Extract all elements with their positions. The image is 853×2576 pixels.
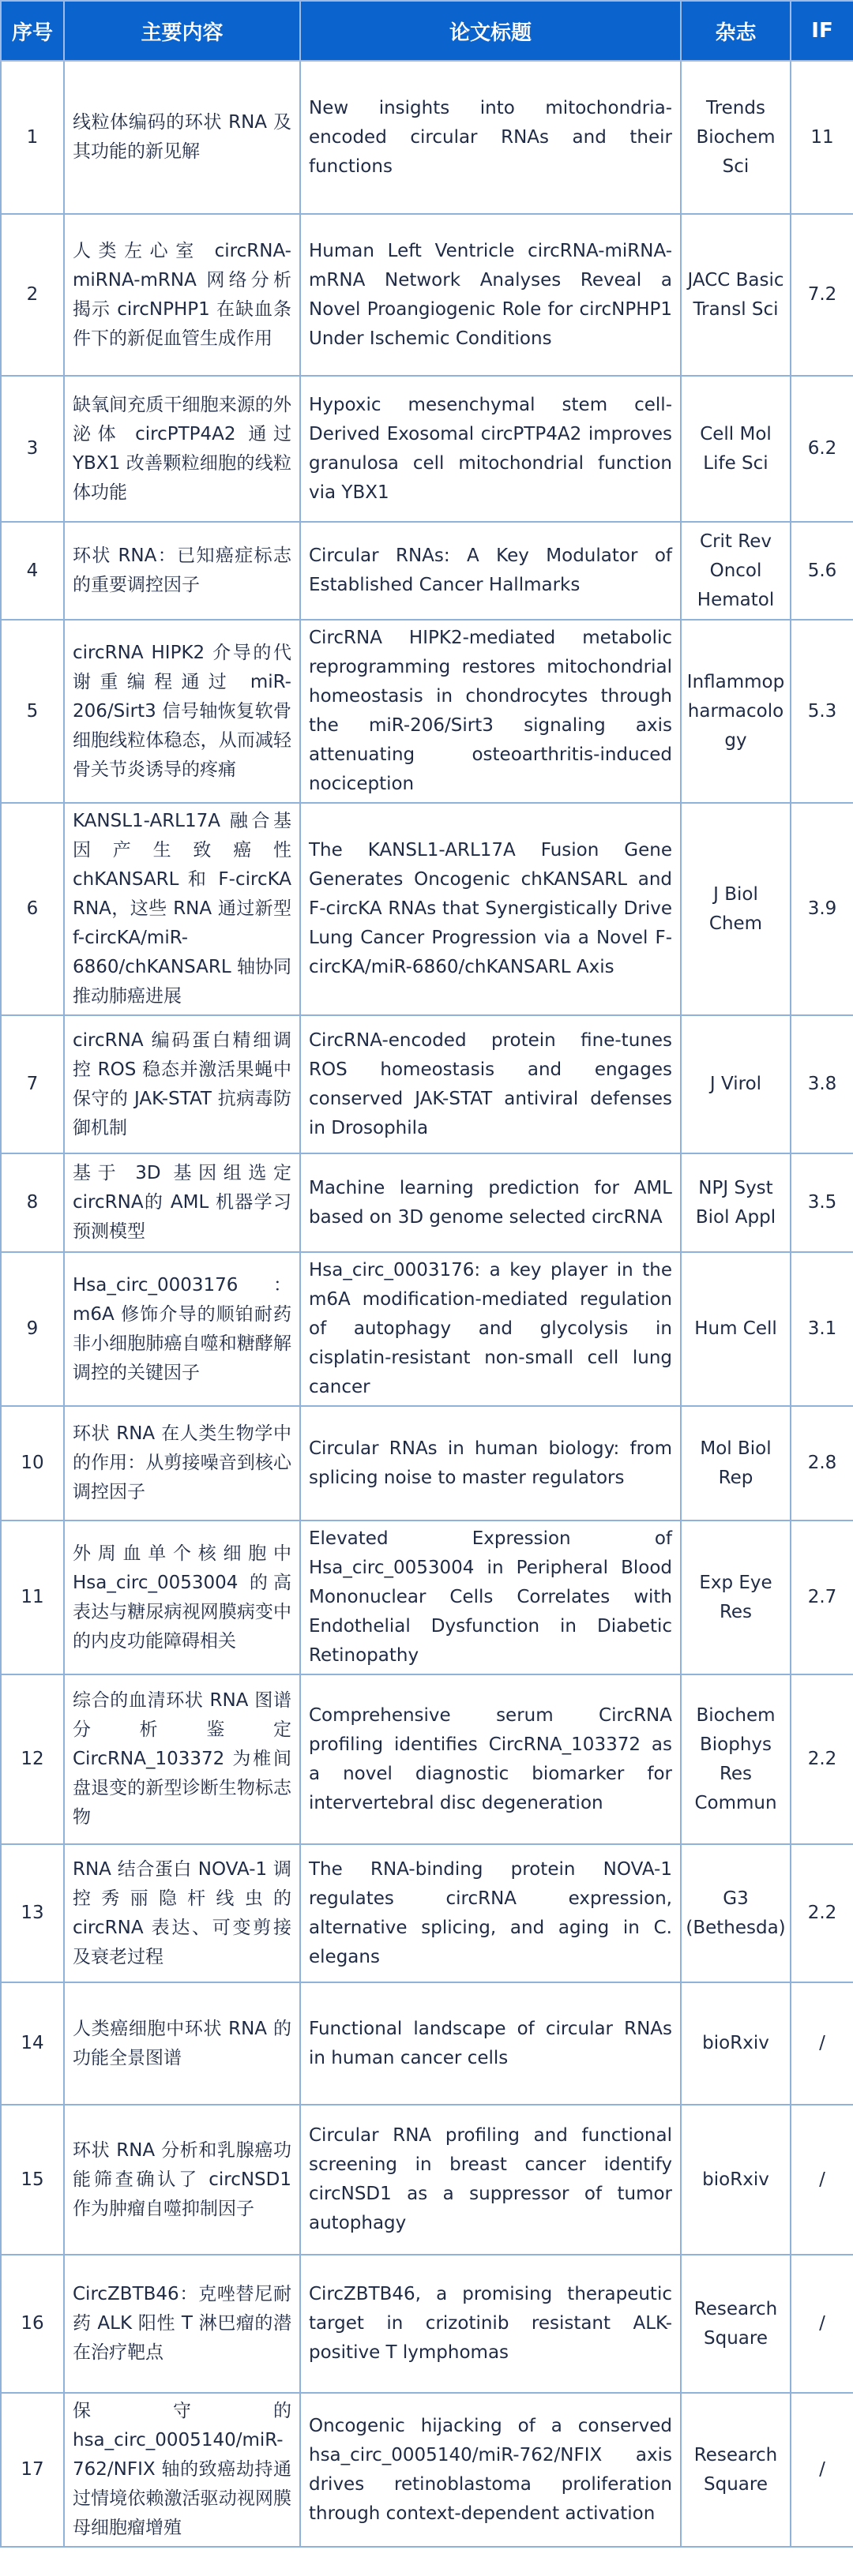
cell-journal: J Virol [681, 1015, 791, 1153]
cell-number: 5 [1, 620, 64, 803]
table-row [1, 1153, 853, 1252]
table-row [1, 2105, 853, 2255]
cell-summary-cn: 环状 RNA 分析和乳腺癌功能筛查确认了 circNSD1 作为肿瘤自噬抑制因子 [64, 2105, 300, 2255]
cell-paper-title: Functional landscape of circular RNAs in human cancer cells [300, 1982, 681, 2105]
cell-summary-cn: 保守的 hsa_circ_0005140/miR-762/NFIX 轴的致癌劫持通过情境依赖激活驱动视网膜母细胞瘤增殖 [64, 2393, 300, 2547]
cell-summary-cn: Hsa_circ_0003176 ：m6A 修饰介导的顺铂耐药非小细胞肺癌自噬和糖酵解调控的关键因子 [64, 1252, 300, 1406]
table-header-row [1, 1, 853, 61]
header-title: 论文标题 [300, 1, 681, 61]
cell-impact-factor: 2.2 [791, 1674, 853, 1844]
table-row [1, 1252, 853, 1406]
cell-journal: G3 (Bethesda) [681, 1844, 791, 1982]
cell-paper-title: The KANSL1-ARL17A Fusion Gene Generates Oncogenic chKANSARL and F-circKA RNAs that Synergistically Drive Lung Cancer Progression via a Novel F-circKA/miR-6860/chKANSARL Axis [300, 803, 681, 1015]
cell-number: 9 [1, 1252, 64, 1406]
cell-paper-title: Circular RNAs: A Key Modulator of Established Cancer Hallmarks [300, 522, 681, 620]
cell-impact-factor: 5.6 [791, 522, 853, 620]
cell-journal: JACC Basic Transl Sci [681, 214, 791, 376]
table-row [1, 61, 853, 214]
cell-journal: Crit Rev Oncol Hematol [681, 522, 791, 620]
cell-number: 1 [1, 61, 64, 214]
header-journal: 杂志 [681, 1, 791, 61]
cell-paper-title: CircRNA-encoded protein fine-tunes ROS homeostasis and engages conserved JAK-STAT antiviral defenses in Drosophila [300, 1015, 681, 1153]
table-row [1, 2393, 853, 2547]
cell-paper-title: The RNA-binding protein NOVA-1 regulates circRNA expression, alternative splicing, and aging in C. elegans [300, 1844, 681, 1982]
cell-number: 13 [1, 1844, 64, 1982]
cell-number: 8 [1, 1153, 64, 1252]
cell-journal: NPJ Syst Biol Appl [681, 1153, 791, 1252]
cell-impact-factor: 3.1 [791, 1252, 853, 1406]
cell-paper-title: Hypoxic mesenchymal stem cell-Derived Exosomal circPTP4A2 improves granulosa cell mitochondrial function via YBX1 [300, 376, 681, 522]
cell-summary-cn: 外周血单个核细胞中 Hsa_circ_0053004 的高表达与糖尿病视网膜病变中的内皮功能障碍相关 [64, 1520, 300, 1674]
cell-paper-title: CircRNA HIPK2-mediated metabolic reprogramming restores mitochondrial homeostasis in chondrocytes through the miR-206/Sirt3 signaling axis attenuating osteoarthritis-induced nociception [300, 620, 681, 803]
cell-summary-cn: 综合的血清环状 RNA 图谱分析鉴定 CircRNA_103372 为椎间盘退变的新型诊断生物标志物 [64, 1674, 300, 1844]
table-row [1, 1406, 853, 1520]
cell-paper-title: Hsa_circ_0003176: a key player in the m6A modification-mediated regulation of autophagy and glycolysis in cisplatin-resistant non-small cell lung cancer [300, 1252, 681, 1406]
cell-journal: Inflammopharmacology [681, 620, 791, 803]
cell-number: 10 [1, 1406, 64, 1520]
cell-impact-factor: 5.3 [791, 620, 853, 803]
cell-journal: Research Square [681, 2255, 791, 2393]
cell-paper-title: Elevated Expression of Hsa_circ_0053004 in Peripheral Blood Mononuclear Cells Correlates with Endothelial Dysfunction in Diabetic Retinopathy [300, 1520, 681, 1674]
cell-paper-title: Human Left Ventricle circRNA-miRNA-mRNA Network Analyses Reveal a Novel Proangiogenic Role for circNPHP1 Under Ischemic Conditions [300, 214, 681, 376]
cell-journal: Biochem Biophys Res Commun [681, 1674, 791, 1844]
cell-summary-cn: 环状 RNA 在人类生物学中的作用：从剪接噪音到核心调控因子 [64, 1406, 300, 1520]
cell-summary-cn: 人类左心室 circRNA-miRNA-mRNA 网络分析揭示 circNPHP1 在缺血条件下的新促血管生成作用 [64, 214, 300, 376]
cell-impact-factor: 2.7 [791, 1520, 853, 1674]
table-row [1, 1982, 853, 2105]
cell-number: 15 [1, 2105, 64, 2255]
cell-summary-cn: circRNA 编码蛋白精细调控 ROS 稳态并激活果蝇中保守的 JAK-STAT 抗病毒防御机制 [64, 1015, 300, 1153]
table-row [1, 1674, 853, 1844]
table-row [1, 1844, 853, 1982]
cell-impact-factor: / [791, 1982, 853, 2105]
cell-paper-title: Circular RNA profiling and functional screening in breast cancer identify circNSD1 as a suppressor of tumor autophagy [300, 2105, 681, 2255]
cell-impact-factor: 7.2 [791, 214, 853, 376]
header-no: 序号 [1, 1, 64, 61]
cell-journal: Trends Biochem Sci [681, 61, 791, 214]
cell-journal: Mol Biol Rep [681, 1406, 791, 1520]
cell-impact-factor: 2.2 [791, 1844, 853, 1982]
cell-number: 17 [1, 2393, 64, 2547]
cell-impact-factor: 3.5 [791, 1153, 853, 1252]
cell-journal: Exp Eye Res [681, 1520, 791, 1674]
cell-journal: bioRxiv [681, 1982, 791, 2105]
cell-summary-cn: 线粒体编码的环状 RNA 及其功能的新见解 [64, 61, 300, 214]
cell-summary-cn: 缺氧间充质干细胞来源的外泌体 circPTP4A2 通过 YBX1 改善颗粒细胞的线粒体功能 [64, 376, 300, 522]
cell-impact-factor: 11 [791, 61, 853, 214]
cell-paper-title: Comprehensive serum CircRNA profiling identifies CircRNA_103372 as a novel diagnostic biomarker for intervertebral disc degeneration [300, 1674, 681, 1844]
cell-number: 6 [1, 803, 64, 1015]
table-row [1, 376, 853, 522]
table-body [1, 61, 853, 2547]
cell-journal: Hum Cell [681, 1252, 791, 1406]
cell-summary-cn: RNA 结合蛋白 NOVA-1 调控秀丽隐杆线虫的 circRNA 表达、可变剪接及衰老过程 [64, 1844, 300, 1982]
cell-journal: Cell Mol Life Sci [681, 376, 791, 522]
cell-number: 16 [1, 2255, 64, 2393]
cell-paper-title: Machine learning prediction for AML based on 3D genome selected circRNA [300, 1153, 681, 1252]
header-content: 主要内容 [64, 1, 300, 61]
table-row [1, 2255, 853, 2393]
cell-summary-cn: CircZBTB46：克唑替尼耐药 ALK 阳性 T 淋巴瘤的潜在治疗靶点 [64, 2255, 300, 2393]
cell-number: 4 [1, 522, 64, 620]
table-row [1, 620, 853, 803]
cell-number: 14 [1, 1982, 64, 2105]
cell-journal: bioRxiv [681, 2105, 791, 2255]
cell-paper-title: New insights into mitochondria-encoded circular RNAs and their functions [300, 61, 681, 214]
table-row [1, 1520, 853, 1674]
cell-impact-factor: 6.2 [791, 376, 853, 522]
cell-summary-cn: 人类癌细胞中环状 RNA 的功能全景图谱 [64, 1982, 300, 2105]
table-row [1, 1015, 853, 1153]
cell-impact-factor: 3.8 [791, 1015, 853, 1153]
cell-number: 2 [1, 214, 64, 376]
cell-paper-title: CircZBTB46, a promising therapeutic target in crizotinib resistant ALK-positive T lymphomas [300, 2255, 681, 2393]
cell-summary-cn: circRNA HIPK2 介导的代谢重编程通过 miR-206/Sirt3 信号轴恢复软骨细胞线粒体稳态，从而减轻骨关节炎诱导的疼痛 [64, 620, 300, 803]
cell-paper-title: Circular RNAs in human biology: from splicing noise to master regulators [300, 1406, 681, 1520]
cell-summary-cn: 环状 RNA：已知癌症标志的重要调控因子 [64, 522, 300, 620]
table-row [1, 803, 853, 1015]
cell-number: 7 [1, 1015, 64, 1153]
cell-journal: J Biol Chem [681, 803, 791, 1015]
cell-impact-factor: / [791, 2105, 853, 2255]
table-row [1, 214, 853, 376]
cell-summary-cn: KANSL1-ARL17A 融合基因产生致癌性 chKANSARL 和 F-circKA RNA，这些 RNA 通过新型 f-circKA/miR-6860/chKANSARL 轴协同推动肺癌进展 [64, 803, 300, 1015]
header-if: IF [791, 1, 853, 61]
cell-journal: Research Square [681, 2393, 791, 2547]
cell-number: 3 [1, 376, 64, 522]
cell-impact-factor: 3.9 [791, 803, 853, 1015]
cell-impact-factor: / [791, 2255, 853, 2393]
cell-number: 11 [1, 1520, 64, 1674]
cell-summary-cn: 基于 3D 基因组选定 circRNA的 AML 机器学习预测模型 [64, 1153, 300, 1252]
cell-paper-title: Oncogenic hijacking of a conserved hsa_circ_0005140/miR-762/NFIX axis drives retinoblastoma proliferation through context-dependent activation [300, 2393, 681, 2547]
cell-number: 12 [1, 1674, 64, 1844]
cell-impact-factor: / [791, 2393, 853, 2547]
cell-impact-factor: 2.8 [791, 1406, 853, 1520]
table-row [1, 522, 853, 620]
